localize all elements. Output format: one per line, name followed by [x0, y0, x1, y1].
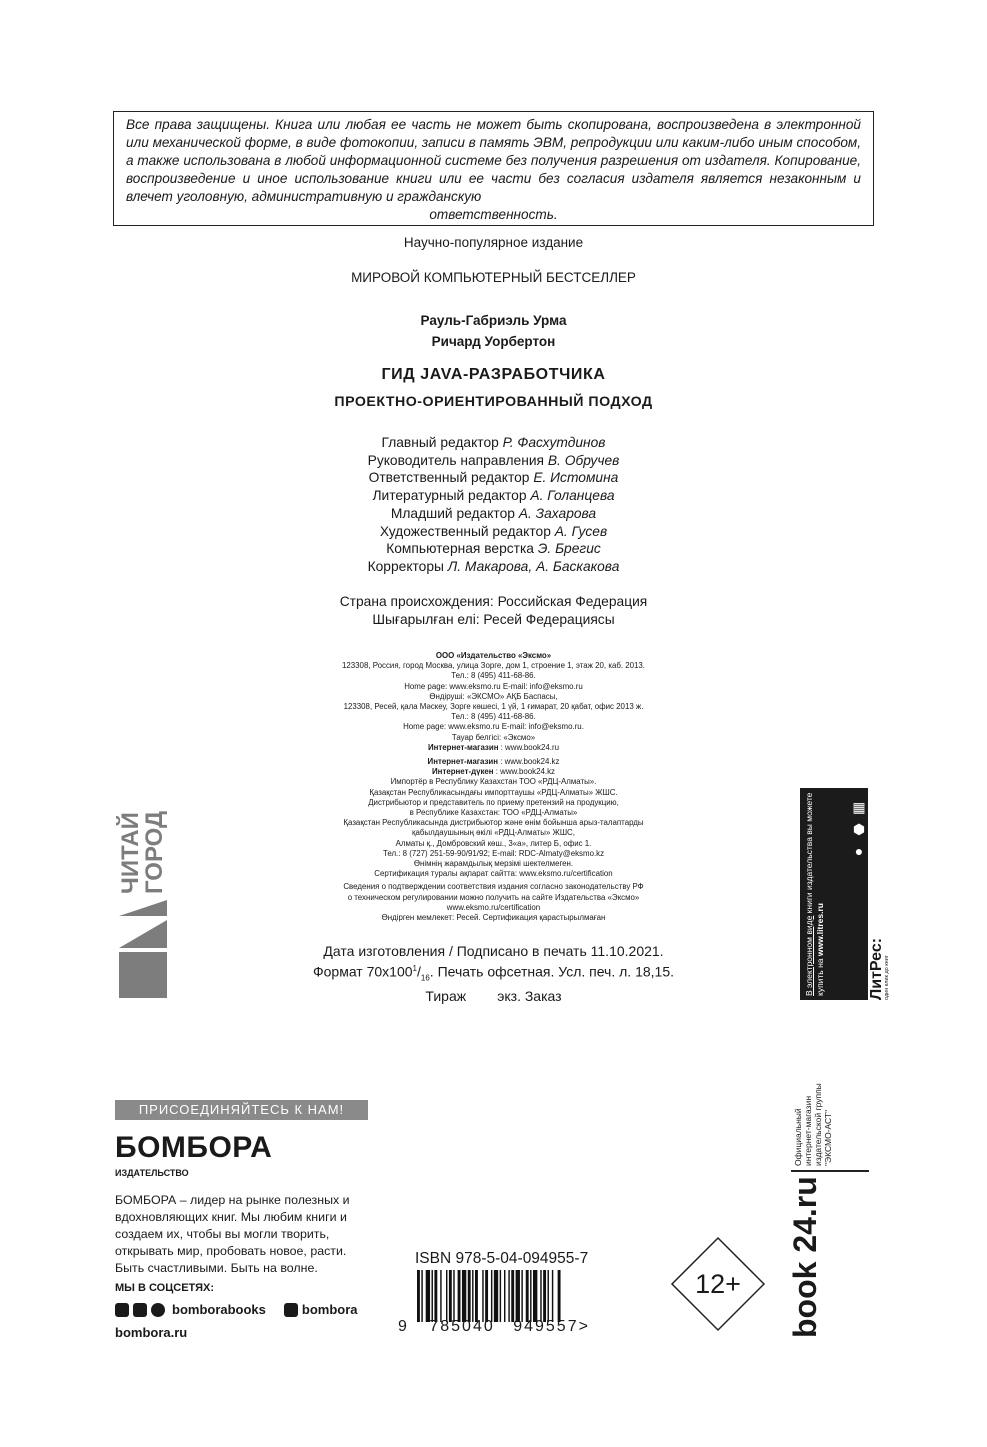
imprint-line: Дистрибьютор и представитель по приему претензий на продукцию, [368, 797, 619, 807]
isbn-number: ISBN 978-5-04-094955-7 [415, 1250, 589, 1267]
imprint-line: Home page: www.eksmo.ru E-mail: info@eksmo.ru. [403, 722, 584, 732]
litres-banner: В электронном виде книги издательства вы можете купить на www.litres.ru ▦ ⬢ ● [800, 788, 868, 1000]
litres-tagline: один клик до книг [884, 955, 890, 1000]
bombora-description: БОМБОРА – лидер на рынке полезных и вдохновляющих книг. Мы любим книги и создаем их, чтобы вы могли творить, открывать мир, пробовать новое, расти. Быть счастливыми. Быть на волне. [115, 1193, 350, 1275]
divider [791, 1170, 869, 1172]
book24-logo: book 24.ru [787, 1176, 823, 1338]
author-1: Рауль-Габриэль Урма [420, 313, 567, 328]
credit-line: Компьютерная верстка Э. Брегис [386, 541, 601, 557]
book-subtitle: ПРОЕКТНО-ОРИЕНТИРОВАННЫЙ ПОДХОД [334, 394, 653, 410]
imprint-line: Өнімнің жарамдылық мерзімі шектелмеген. [413, 859, 574, 869]
print-run: Тираж экз. Заказ [425, 988, 562, 1005]
shop-ru: Интернет-магазин : www.book24.ru [427, 742, 559, 752]
bombora-logo: БОМБОРА [115, 1131, 273, 1164]
origin-info [0, 593, 987, 628]
book24-note: Официальный интернет-магазин издательской группы "ЭКСМО-АСТ" [793, 1083, 833, 1166]
windows-icon: ▦ [852, 799, 866, 815]
credit-line: Корректоры Л. Макарова, А. Баскакова [367, 558, 620, 574]
gorod-text: ГОРОД [141, 810, 168, 894]
imprint-line: 123308, Ресей, қала Мәскеу, Зорге көшесі, 1 үй, 1 ғимарат, 20 қабат, офис 2013 ж. [343, 702, 644, 712]
vk-icon[interactable] [133, 1303, 147, 1317]
publisher-name: ООО «Издательство «Эксмо» [435, 651, 552, 660]
imprint-line: Қазақстан Республикасындағы импорттаушы «РДЦ-Алматы» ЖШС. [369, 787, 618, 797]
barcode-digits: 9 785040 949557> [398, 1318, 590, 1335]
imprint-line: Өндірген мемлекет: Ресей. Сертификация қарастырылмаған [381, 913, 606, 923]
social-handle-2[interactable]: bombora [301, 1302, 358, 1317]
origin-kz: Шығарылған елі: Ресей Федерациясы [372, 611, 615, 627]
book-title: ГИД JAVA-РАЗРАБОТЧИКА [381, 366, 606, 383]
author-2: Ричард Уорбертон [431, 334, 556, 349]
android-icon: ⬢ [852, 821, 866, 837]
telegram-icon[interactable] [284, 1303, 298, 1317]
shop-kz: Интернет-магазин : www.book24.kz [427, 757, 560, 767]
credits-list [0, 434, 987, 576]
imprint-line: Алматы қ., Домбровский көш., 3«а», литер Б, офис 1. [395, 838, 592, 848]
instagram-icon[interactable] [151, 1303, 165, 1317]
litres-logo: ЛитРес: [868, 937, 885, 1000]
barcode [415, 1270, 611, 1322]
credit-line: Руководитель направления В. Обручев [367, 452, 620, 468]
platform-icons [852, 796, 866, 862]
chitai-gorod-logo [117, 800, 169, 998]
rights-notice-text: Все права защищены. Книга или любая ее часть не может быть скопирована, воспроизведена в электронной или механической форме, в виде фотокопии, записи в память ЭВМ, репродукции или каким-либо иным способом, а также использована в любой информационной системе без получения разрешения от издателя. Копирование, воспроизведение и иное использование книги или ее части без согласия издателя является незаконным и влечет уголовную, административную и гражданскую [126, 117, 861, 204]
shop-kz-2: Интернет-дүкен : www.book24.kz [432, 767, 555, 777]
age-rating-text: 12+ [695, 1269, 741, 1299]
imprint-line: 123308, Россия, город Москва, улица Зорге, дом 1, строение 1, этаж 20, каб. 2013. [342, 661, 645, 671]
series-name: МИРОВОЙ КОМПЬЮТЕРНЫЙ БЕСТСЕЛЛЕР [351, 270, 636, 285]
age-rating-badge [670, 1236, 766, 1332]
imprint-line: Сертификация туралы ақпарат сайтта: www.eksmo.ru/certification [374, 869, 613, 879]
imprint-line: Импортёр в Республику Казахстан ТОО «РДЦ-Алматы». [390, 777, 597, 787]
social-links [115, 1302, 358, 1317]
join-banner: ПРИСОЕДИНЯЙТЕСЬ К НАМ! [115, 1100, 368, 1120]
imprint-line: www.eksmo.ru/certification [446, 902, 541, 912]
bombora-site[interactable]: bombora.ru [115, 1325, 188, 1340]
credit-line: Художественный редактор А. Гусев [379, 523, 608, 539]
imprint-line: Home page: www.eksmo.ru E-mail: info@eksmo.ru [404, 681, 583, 691]
imprint-line: о техническом регулировании можно получить на сайте Издательства «Эксмо» [347, 892, 640, 902]
print-format: Формат $70x100^1/_{16}$. Печать офсетная. Усл. печ. л. 18,15. [312, 963, 674, 983]
credit-line: Младший редактор А. Захарова [390, 505, 597, 521]
rights-notice [113, 111, 874, 226]
imprint-line: Тел.: 8 (727) 251-59-90/91/92; E-mail: RDC-Almaty@eksmo.kz [382, 848, 605, 858]
print-date: Дата изготовления / Подписано в печать 11.10.2021. [323, 943, 664, 959]
chitai-text: ЧИТАЙ [117, 812, 144, 894]
credit-line: Литературный редактор А. Голанцева [372, 488, 615, 504]
credit-line: Главный редактор Р. Фасхутдинов [381, 435, 606, 450]
imprint-line: Қазақстан Республикасында дистрибьютор және өнім бойынша арыз-талаптарды [343, 818, 644, 828]
imprint-line: қабылдаушының өкілі «РДЦ-Алматы» ЖШС, [412, 828, 575, 838]
origin-ru: Страна происхождения: Российская Федерация [339, 594, 648, 609]
bombora-subtitle: ИЗДАТЕЛЬСТВО [115, 1168, 189, 1178]
imprint-line: Тел.: 8 (495) 411-68-86. [451, 671, 536, 681]
social-heading: МЫ В СОЦСЕТЯХ: [115, 1282, 215, 1294]
edition-type: Научно-популярное издание [403, 235, 584, 250]
imprint-block [300, 651, 687, 923]
apple-icon: ● [854, 843, 864, 859]
credit-line: Ответственный редактор Е. Истомина [368, 470, 619, 486]
imprint-line: Сведения о подтверждении соответствия издания согласно законодательству РФ [343, 882, 644, 892]
imprint-line: Тауар белгісі: «Эксмо» [451, 732, 536, 742]
social-handle-1[interactable]: bomborabooks [172, 1302, 266, 1317]
imprint-line: Өндіруші: «ЭКСМО» АҚБ Баспасы, [429, 691, 558, 701]
imprint-line: в Республике Казахстан: ТОО «РДЦ-Алматы» [409, 808, 578, 818]
facebook-icon[interactable] [115, 1303, 129, 1317]
imprint-line: Тел.: 8 (495) 411-68-86. [451, 712, 536, 722]
rights-notice-last: ответственность. [429, 207, 558, 222]
book24-block [787, 1083, 867, 1338]
